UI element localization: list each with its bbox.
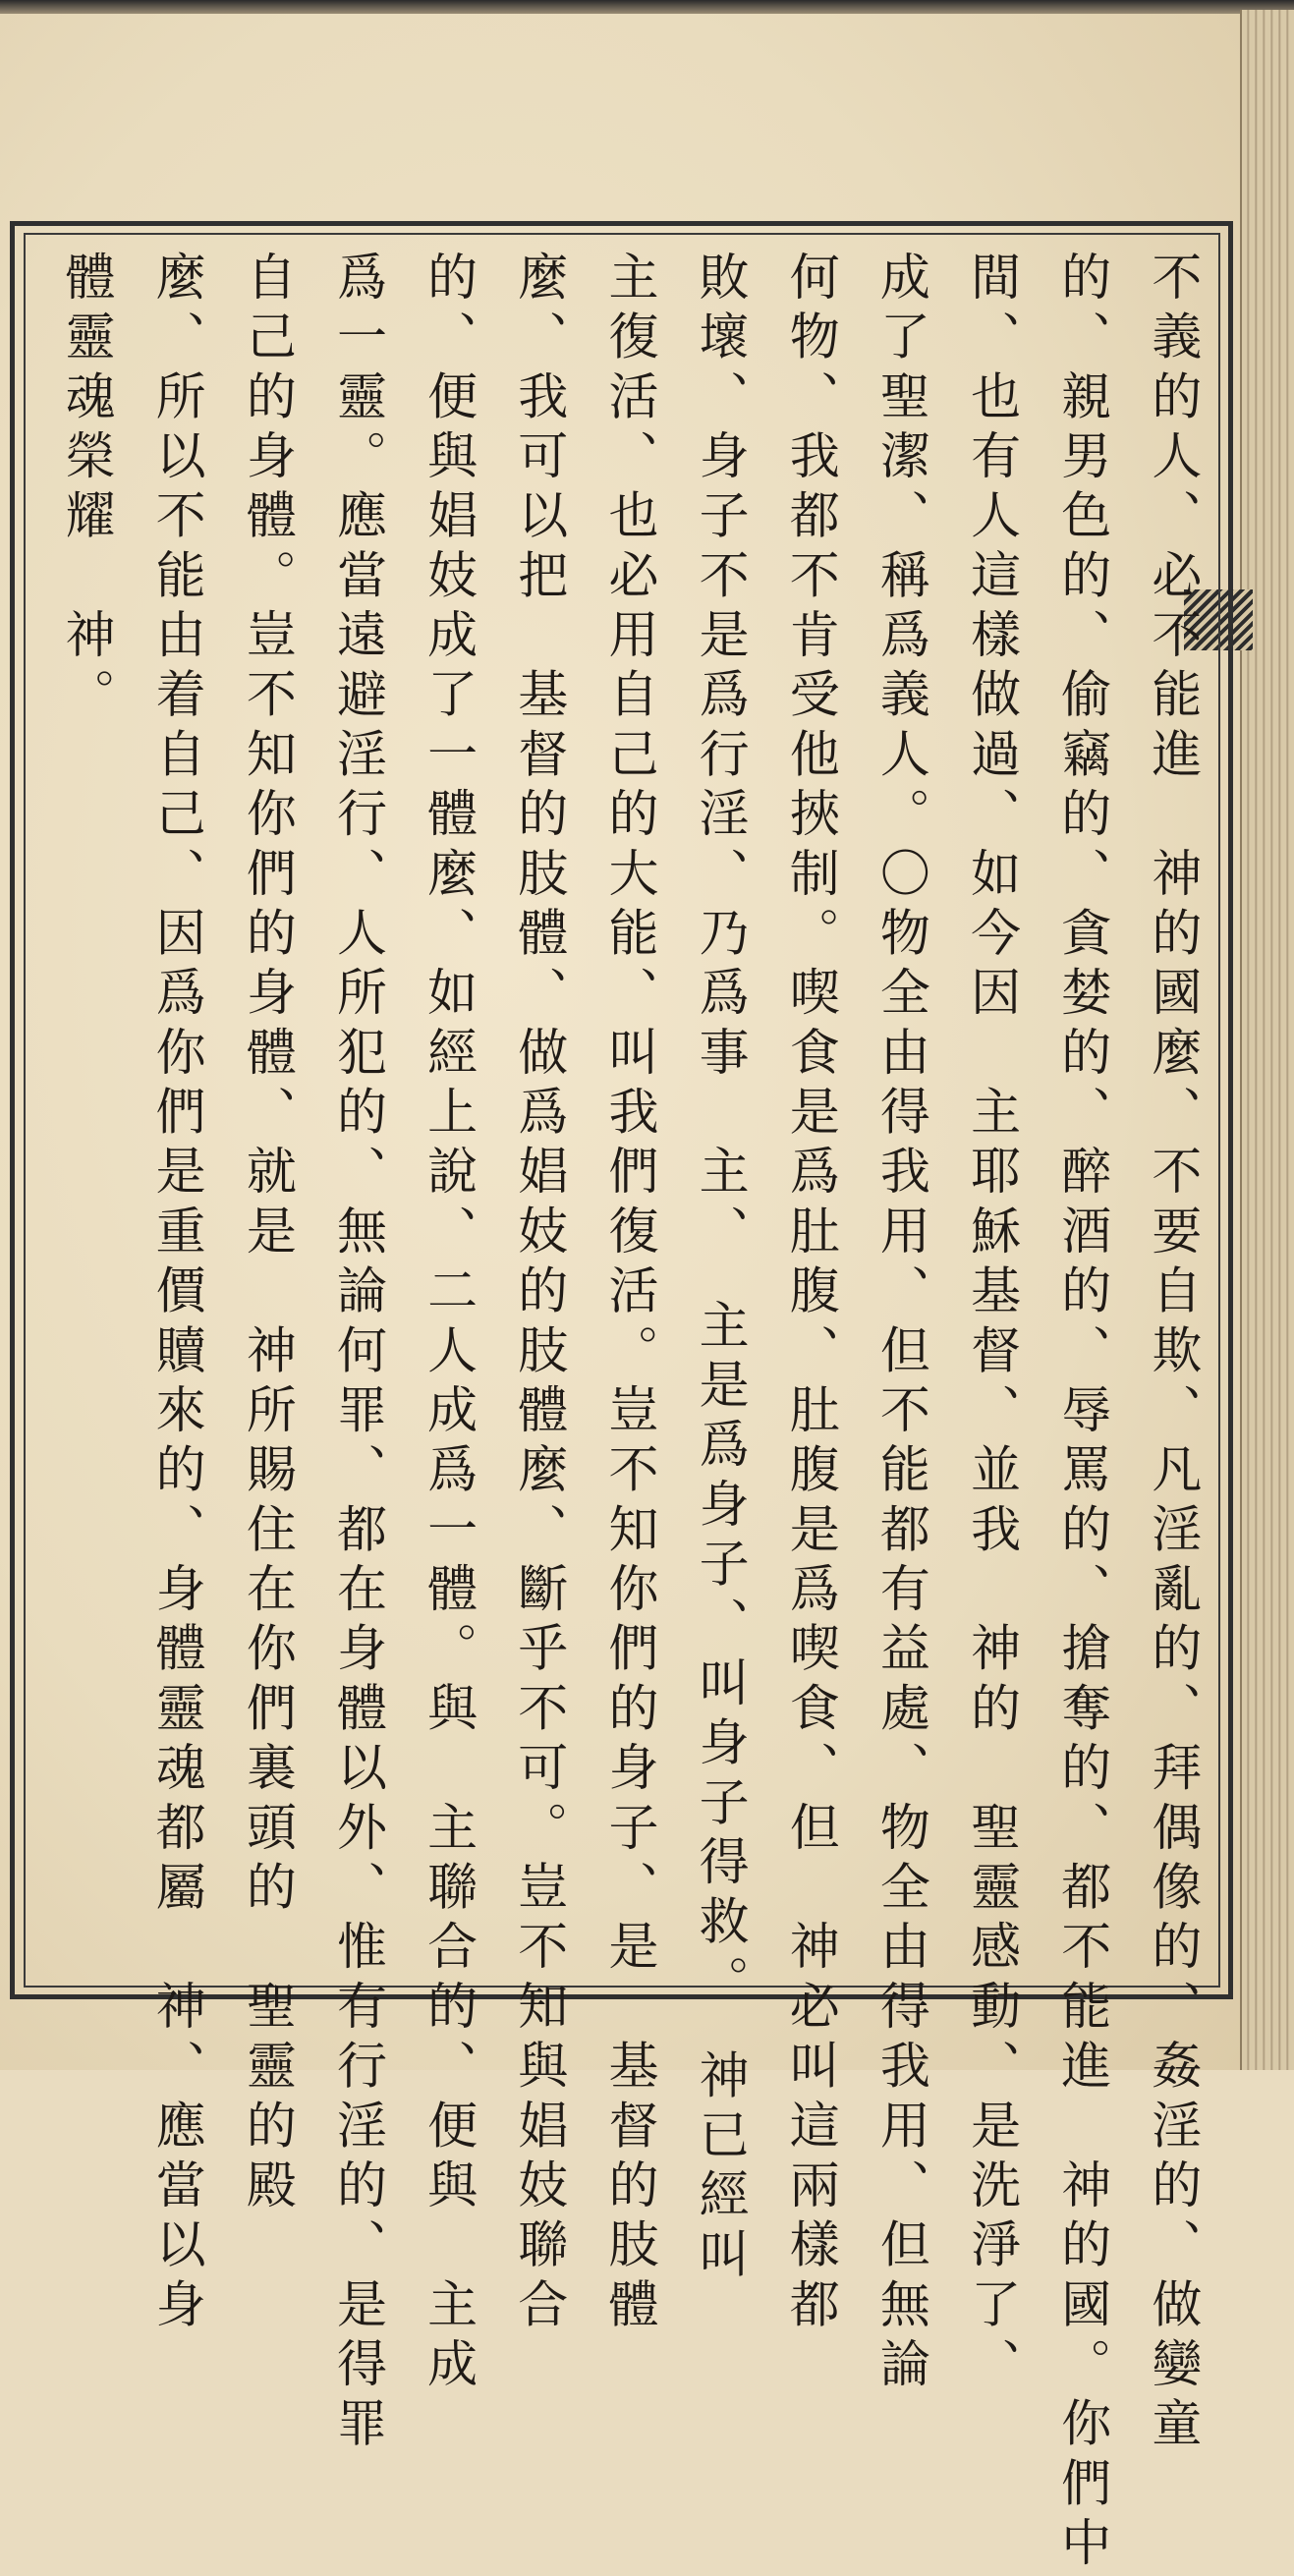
text-column: 體靈魂榮耀 神。 — [56, 251, 114, 728]
text-column: 麼、我可以把 基督的肢體、做爲娼妓的肢體麼、斷乎不可。豈不知與娼妓聯合 — [508, 251, 567, 2338]
book-spine-edge — [1240, 10, 1294, 2070]
text-column: 自己的身體。豈不知你們的身體、就是 神所賜住在你們裏頭的 聖靈的殿 — [237, 251, 296, 2218]
text-column: 的、親男色的、偷竊的、貪婪的、醉酒的、辱罵的、搶奪的、都不能進 神的國。你們中 — [1051, 251, 1110, 2576]
text-column: 敗壞、身子不是爲行淫、乃爲事 主、 主是爲身子、叫身子得救。 神已經叫 — [690, 251, 749, 2288]
text-column: 成了聖潔、稱爲義人。〇物全由得我用、但不能都有益處、物全由得我用、但無論 — [871, 251, 929, 2397]
text-column: 不義的人、必不能進 神的國麼、不要自欺、凡淫亂的、拜偶像的、姦淫的、做孌童 — [1142, 251, 1201, 2457]
text-column: 爲一靈。應當遠避淫行、人所犯的、無論何罪、都在身體以外、惟有行淫的、是得罪 — [327, 251, 386, 2457]
text-column: 主復活、也必用自己的大能、叫我們復活。豈不知你們的身子、是 基督的肢體 — [598, 251, 657, 2338]
vertical-text-block — [33, 251, 1203, 2576]
text-column: 何物、我都不肯受他挾制。喫食是爲肚腹、肚腹是爲喫食、但 神必叫這兩樣都 — [780, 251, 839, 2338]
text-column: 間、也有人這樣做過、如今因 主耶穌基督、並我 神的 聖靈感動、是洗淨了、 — [961, 251, 1020, 2397]
text-column: 的、便與娼妓成了一體麼、如經上說、二人成爲一體。與 主聯合的、便與 主成 — [418, 251, 477, 2397]
text-column: 麼、所以不能由着自己、因爲你們是重價贖來的、身體靈魂都屬 神、應當以身 — [146, 251, 205, 2338]
